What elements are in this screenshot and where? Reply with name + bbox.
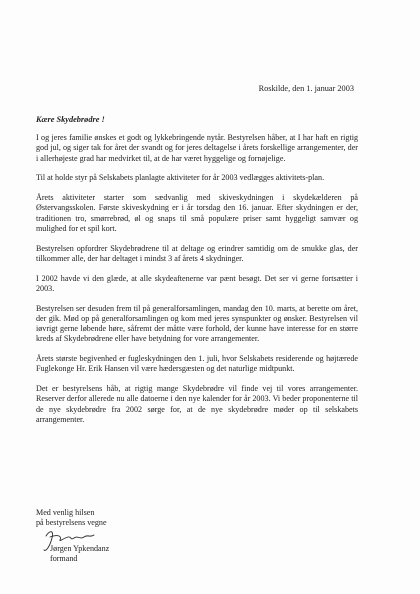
signer-name: Jørgen Ypkendanz xyxy=(50,544,110,553)
paragraph-hope: Det er bestyrelsens håb, at rigtig mange Skydebrødre vil finde vej til vores arrangementer. Reserver derfor allerede nu alle datoerne i den nye kalender for år 2003. Vi beder proponenterne til de nye skydebrødre fra 2002 sørge for, at de nye skydebrødre møder op til selskabets arrangementer. xyxy=(36,384,358,424)
paragraph-general-assembly: Bestyrelsen ser desuden frem til på generalforsamlingen, mandag den 10. marts, at berette om året, der gik. Mød op på generalforsamlingen og kom med jeres synspunkter og ønsker. Bestyrelsen vil iøvrigt gerne løbende høre, såfremt der måtte være forhold, der kunne have interesse for en større kreds af Skydebrødrene eller have betydning for vore arrangementer. xyxy=(36,303,358,344)
date-line: Roskilde, den 1. januar 2003 xyxy=(258,84,354,93)
paragraph-shooting-start: Årets aktiviteter starter som sædvanlig med skiveskydningen i skydekælderen på Østervangsskolen. Første skiveskydning er i år torsdag den 16. januar. Efter skydningen er der, traditionen tro, smørrebrød, øl og snaps til små populære priser samt hyggeligt samvær og mulighed for et spil kort. xyxy=(36,192,358,233)
letter-body xyxy=(36,133,358,435)
paragraph-new-year: I og jeres familie ønskes et godt og lykkebringende nytår. Bestyrelsen håber, at I har haft en rigtig god jul, og siger tak for året der svandt og for jeres deltagelse i årets forskellige arrangementer, der i allerhøjeste grad har medvirket til, at de har været hyggelige og fornøjelige. xyxy=(36,133,358,163)
paragraph-attendance: I 2002 havde vi den glæde, at alle skydeaftenerne var pænt besøgt. Det ser vi gerne fortsætter i 2003. xyxy=(36,273,358,293)
signer-block xyxy=(50,544,109,565)
greeting: Kære Skydebrødre ! xyxy=(36,115,105,124)
closing-line-behalf: på bestyrelsens vegne xyxy=(36,518,107,528)
paragraph-bird-shooting: Årets største begivenhed er fugleskydningen den 1. juli, hvor Selskabets residerende og højtærede Fuglekonge Hr. Erik Hansen vil være hædersgæsten og det naturlige midtpunkt. xyxy=(36,354,358,374)
paragraph-activity-plan: Til at holde styr på Selskabets planlagte aktiviteter for år 2003 vedlægges aktivitets-plan. xyxy=(36,173,325,183)
closing-line-regards: Med venlig hilsen xyxy=(36,508,95,517)
paragraph-glasses: Bestyrelsen opfordrer Skydebrødrene til at deltage og erindrer samtidig om de smukke glas, der tilkommer alle, der har deltaget i mindst 3 af årets 4 skydninger. xyxy=(36,243,358,263)
closing xyxy=(36,508,107,529)
signer-title: formand xyxy=(50,554,78,564)
